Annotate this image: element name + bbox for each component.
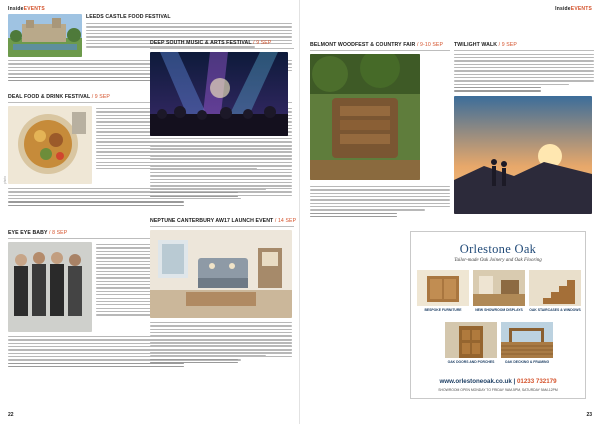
belmont-title: BELMONT WOODFEST & COUNTRY FAIR / 9-10 SEP xyxy=(310,42,444,48)
page-number-left: 22 xyxy=(8,412,14,418)
eye-eye-title: EYE EYE BABY / 8 SEP xyxy=(8,230,68,236)
page-header xyxy=(8,6,45,12)
belmont-article xyxy=(310,42,450,51)
ad-tile-label: BESPOKE FURNITURE xyxy=(424,308,462,312)
leeds-castle-photo xyxy=(8,14,82,57)
ad-tile-label: OAK DECKING & FRAMING xyxy=(504,360,550,364)
showroom-room-icon xyxy=(473,270,525,306)
oak-decking-icon xyxy=(501,322,553,358)
twilight-article xyxy=(454,42,594,94)
photo-credit: photo xyxy=(3,176,7,184)
deep-south-title: DEEP SOUTH MUSIC & ARTS FESTIVAL / 9 SEP xyxy=(150,40,272,46)
ad-tile-label: OAK STAIRCASES & WINDOWS xyxy=(529,308,581,312)
ad-opening-hours: SHOWROOM OPEN MONDAY TO FRIDAY 9AM-5PM, SATURDAY 9AM-12PM xyxy=(438,388,558,392)
deep-south-article xyxy=(150,40,294,49)
ad-tile-label: OAK DOORS AND PORCHES xyxy=(447,360,495,364)
orlestone-oak-advert[interactable] xyxy=(410,231,586,399)
twilight-walk-photo xyxy=(454,96,592,214)
deal-food-photo xyxy=(8,106,92,184)
deep-south-body xyxy=(150,142,292,199)
page-header xyxy=(555,6,592,12)
belmont-woodfest-photo xyxy=(310,54,420,180)
eye-eye-baby-photo xyxy=(8,242,92,332)
neptune-interior-photo xyxy=(150,230,292,318)
ad-website-link[interactable]: www.orlestoneoak.co.uk | 01233 732179 xyxy=(439,378,557,385)
belmont-body xyxy=(310,186,450,219)
deep-south-concert-photo xyxy=(150,52,288,136)
ad-phone: 01233 732179 xyxy=(516,378,557,385)
header-section: EVENTS xyxy=(570,6,592,12)
page-number-right: 23 xyxy=(586,412,592,418)
header-label: Inside xyxy=(8,6,24,12)
neptune-body xyxy=(150,322,292,365)
oak-doors-icon xyxy=(445,322,497,358)
twilight-title: TWILIGHT WALK / 9 SEP xyxy=(454,42,517,48)
header-section: EVENTS xyxy=(23,6,45,12)
neptune-title: NEPTUNE CANTERBURY AW17 LAUNCH EVENT / 14 SEP xyxy=(150,218,297,224)
oak-staircase-icon xyxy=(529,270,581,306)
header-label: Inside xyxy=(555,6,571,12)
oak-cabinet-icon xyxy=(417,270,469,306)
deal-food-title: DEAL FOOD & DRINK FESTIVAL / 9 SEP xyxy=(8,94,110,100)
leeds-food-title: LEEDS CASTLE FOOD FESTIVAL xyxy=(86,14,171,20)
ad-brand-logo: Orlestone Oak xyxy=(459,242,537,256)
ad-tile-label: NEW SHOWROOM DISPLAYS xyxy=(475,308,523,312)
ad-tagline: Tailor-made Oak Joinery and Oak Flooring xyxy=(454,258,542,263)
neptune-article xyxy=(150,218,297,227)
